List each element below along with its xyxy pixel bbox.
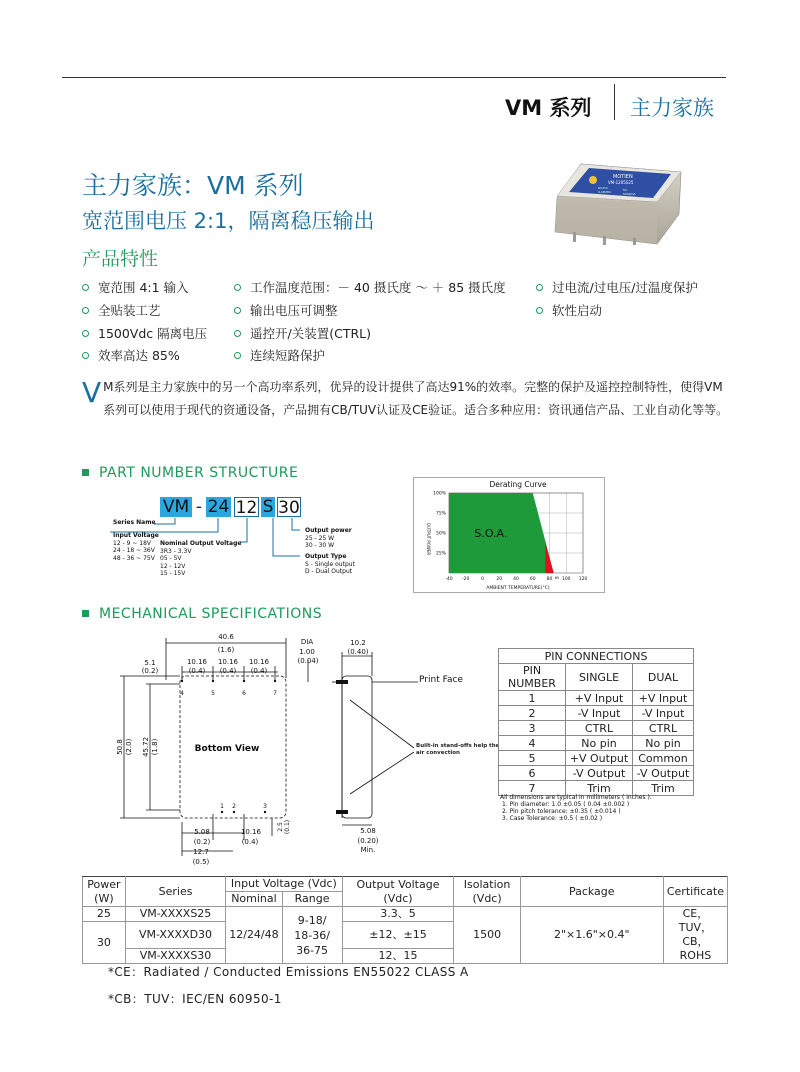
pn-power-box: 30: [278, 498, 300, 518]
label-model: VM-1205S25: [608, 180, 634, 185]
feature-item: 效率高达 85%: [82, 346, 180, 364]
intro-paragraph: [82, 376, 732, 422]
x-tick-label: 20: [496, 577, 503, 582]
pin-label: 3: [263, 803, 267, 810]
pin-connections: [498, 648, 694, 796]
mechanical-drawing: [100, 630, 500, 870]
pin-table: [498, 648, 694, 796]
product-table: [82, 876, 728, 964]
dim-s-in: (0.1): [284, 819, 291, 835]
dim-thick: 10.2: [350, 639, 366, 647]
dim-pitch-2-in: (0.4): [219, 667, 237, 675]
dim-pitch-3-in: (0.4): [250, 667, 268, 675]
dim-b1-in: (0.2): [193, 838, 211, 846]
pn-input-box: 24: [207, 497, 230, 517]
chart-ylabel: OUTPUT POWER: [426, 522, 431, 556]
dim-height2-in: (1.8): [151, 738, 159, 756]
pin-table-header: DUAL: [633, 664, 694, 691]
table-row: 5 +V Output Common: [499, 751, 694, 766]
pn-output-box: 12: [235, 498, 258, 518]
col-power: Power (W): [83, 877, 126, 907]
dim-dia: DIA: [300, 638, 314, 646]
feature-item: 宽范围 4:1 输入: [82, 278, 189, 296]
chart-title: Derating Curve: [489, 480, 547, 489]
derating-chart: [413, 477, 605, 593]
x-tick-label: 40: [513, 577, 519, 582]
label-line4: 9-18VDC: [598, 190, 612, 194]
dim-l: 5.08: [360, 827, 376, 835]
intro-text: M系列是主力家族中的另一个高功率系列，优异的设计提供了高达91%的效率。完整的保护及遥控控制特性，使得VM系列可以使用于现代的资通设备，产品拥有CB/TUV认证及CE验证。适合多种应用：资讯通信产品、工业自动化等等。: [103, 380, 729, 417]
col-range: Range: [282, 892, 342, 907]
header-family: 主力家族: [630, 96, 714, 120]
bullet-icon: [536, 307, 543, 314]
dim-dia-in: (0.04): [297, 657, 319, 665]
dimension-notes: All dimensions are typical in millimeters ( inches ). 1. Pin diameter: 1.0 ±0.05 ( 0.04 ±0.002 ) 2. Pin pitch tolerance: ±0.35 ( ±0.014 ) 3. Case Tolerance: ±0.5 ( ±0.02 ): [500, 794, 652, 822]
bullet-icon: [536, 284, 543, 291]
feature-item: 过电流/过电压/过温度保护: [536, 278, 698, 296]
pin-label: 4: [180, 690, 184, 697]
col-input: Input Voltage (Vdc): [226, 877, 342, 892]
square-bullet-icon: [82, 610, 89, 617]
pin-label: 7: [273, 690, 277, 697]
pn-output-power: Output power 25 - 25 W 30 - 30 W: [305, 527, 352, 549]
soa-label: S.O.A.: [474, 527, 508, 540]
label-line6: 5000mA: [623, 192, 636, 196]
top-rule: [62, 77, 726, 78]
header-series: VM 系列: [505, 96, 592, 120]
footnote-ce: *CE：Radiated / Conducted Emissions EN55022 CLASS A: [108, 965, 469, 979]
page-subtitle: 宽范围电压 2:1，隔离稳压输出: [82, 209, 375, 233]
bullet-icon: [82, 307, 89, 314]
x-tick-label: -20: [462, 577, 470, 582]
pn-series-box: VM: [160, 497, 192, 517]
pin-label: 5: [211, 690, 215, 697]
pin-label: 2: [232, 803, 236, 810]
dim-pitch-3: 10.16: [248, 658, 270, 666]
bullet-icon: [234, 284, 241, 291]
pn-output-type: Output Type S - Single output D - Dual Output: [305, 553, 355, 575]
col-isolation: Isolation (Vdc): [454, 877, 520, 907]
dim-b2: 10.16: [240, 828, 262, 836]
col-package: Package: [520, 877, 663, 907]
dim-edge: 5.1: [144, 659, 156, 667]
dim-width-in: (1.6): [217, 646, 235, 654]
dim-b3: 12.7: [193, 848, 209, 856]
dim-pitch-2: 10.16: [217, 658, 239, 666]
table-row: 2 -V Input -V Input: [499, 706, 694, 721]
features-heading: 产品特性: [82, 248, 159, 270]
pin-table-header: PIN NUMBER: [499, 664, 566, 691]
page-title: 主力家族：VM 系列: [82, 171, 304, 200]
x-tick-label: 120: [578, 577, 588, 582]
col-cert: Certificate: [663, 877, 727, 907]
dropcap: V: [82, 376, 102, 409]
label-line5: 5V: [623, 188, 627, 192]
feature-item: 全贴装工艺: [82, 301, 161, 319]
header-divider: [614, 84, 615, 120]
product-photo: [553, 158, 685, 246]
feature-item: 输出电压可调整: [234, 301, 338, 319]
table-row: 7 Trim Trim: [499, 781, 694, 796]
x-tick-label: 100: [561, 577, 571, 582]
dim-thick-in: (0.40): [347, 648, 369, 656]
dim-height-in: (2.0): [125, 738, 133, 756]
bullet-icon: [234, 330, 241, 337]
dim-l-in: (0.20): [357, 837, 379, 845]
print-face-label: Print Face: [419, 675, 463, 685]
x-tick-label: 80: [546, 577, 553, 582]
x-tick-label-85: 85: [554, 576, 560, 580]
mechanical-heading: MECHANICAL SPECIFICATIONS: [82, 606, 322, 622]
bullet-icon: [234, 352, 241, 359]
dim-b3-in: (0.5): [192, 858, 210, 866]
pn-type-box: S: [262, 497, 274, 517]
table-row: 25 VM-XXXXS25 12/24/48 9-18/ 18-36/ 36-75 3.3、5 1500 2"×1.6"×0.4" CE，TUV， CB，ROHS: [83, 907, 728, 922]
pn-dash: -: [195, 497, 203, 517]
side-view: [342, 676, 372, 818]
label-brand: MOTIEN: [613, 174, 633, 180]
col-nominal: Nominal: [226, 892, 282, 907]
y-tick-label: 100%: [433, 491, 446, 497]
x-tick-label: 60: [529, 577, 536, 582]
x-tick-label: 0: [481, 577, 484, 582]
table-row: 4 No pin No pin: [499, 736, 694, 751]
label-logo-icon: [589, 176, 597, 184]
dim-l-min: Min.: [360, 846, 376, 854]
y-tick-label: 50%: [435, 531, 446, 537]
y-tick-label: 25%: [435, 551, 446, 557]
dim-s: 2.5: [277, 822, 284, 832]
pn-nominal-output: Nominal Output Voltage 3R3 - 3.3V 05 - 5V 12 - 12V 15 - 15V: [160, 540, 242, 577]
dim-pitch-1: 10.16: [186, 658, 208, 666]
table-row: 6 -V Output -V Output: [499, 766, 694, 781]
pin-label: 6: [242, 690, 246, 697]
feature-item: 1500Vdc 隔离电压: [82, 324, 207, 342]
square-bullet-icon: [82, 469, 89, 476]
dim-height2: 45.72: [142, 736, 150, 758]
table-row: VM-XXXXS30 12、15: [83, 949, 728, 964]
bottom-view-label: Bottom View: [194, 744, 260, 754]
dim-edge-in: (0.2): [141, 667, 159, 675]
feature-item: 遥控开/关装置(CTRL): [234, 324, 371, 342]
pin-table-header: SINGLE: [566, 664, 633, 691]
table-row: 3 CTRL CTRL: [499, 721, 694, 736]
dim-pitch-1-in: (0.4): [188, 667, 206, 675]
part-number-heading: PART NUMBER STRUCTURE: [82, 465, 298, 481]
col-series: Series: [125, 877, 225, 907]
pn-series-name: Series Name: [113, 519, 156, 526]
bullet-icon: [82, 330, 89, 337]
chart-xlabel: AMBIENT TEMPERATURE(°C): [486, 586, 550, 591]
dim-height: 50.8: [116, 739, 124, 755]
table-row: 30 VM-XXXXD30 ±12、±15: [83, 922, 728, 949]
label-line3: DC/DC: [598, 186, 608, 190]
feature-item: 软性启动: [536, 301, 602, 319]
dim-b2-in: (0.4): [241, 838, 259, 846]
dim-b1: 5.08: [194, 828, 210, 836]
bullet-icon: [82, 352, 89, 359]
bullet-icon: [82, 284, 89, 291]
dim-dia-mm: 1.00: [299, 648, 315, 656]
feature-item: 连续短路保护: [234, 346, 325, 364]
standoff-note: Built-in stand-offs help the air convection: [416, 743, 500, 756]
col-output: Output Voltage (Vdc): [342, 877, 454, 907]
dim-width: 40.6: [218, 633, 234, 641]
bullet-icon: [234, 307, 241, 314]
feature-item: 工作温度范围：－ 40 摄氏度 ～ ＋ 85 摄氏度: [234, 278, 506, 296]
x-tick-label: -40: [445, 577, 453, 582]
table-row: 1 +V Input +V Input: [499, 691, 694, 706]
pin-label: 1: [220, 803, 224, 810]
footnote-cb: *CB：TUV：IEC/EN 60950-1: [108, 992, 282, 1006]
pin-table-title: PIN CONNECTIONS: [499, 649, 694, 664]
y-tick-label: 75%: [435, 511, 446, 517]
pn-input-voltage: Input Voltage 12 - 9 ~ 18V 24 - 18 ~ 36V 48 - 36 ~ 75V: [113, 532, 159, 562]
